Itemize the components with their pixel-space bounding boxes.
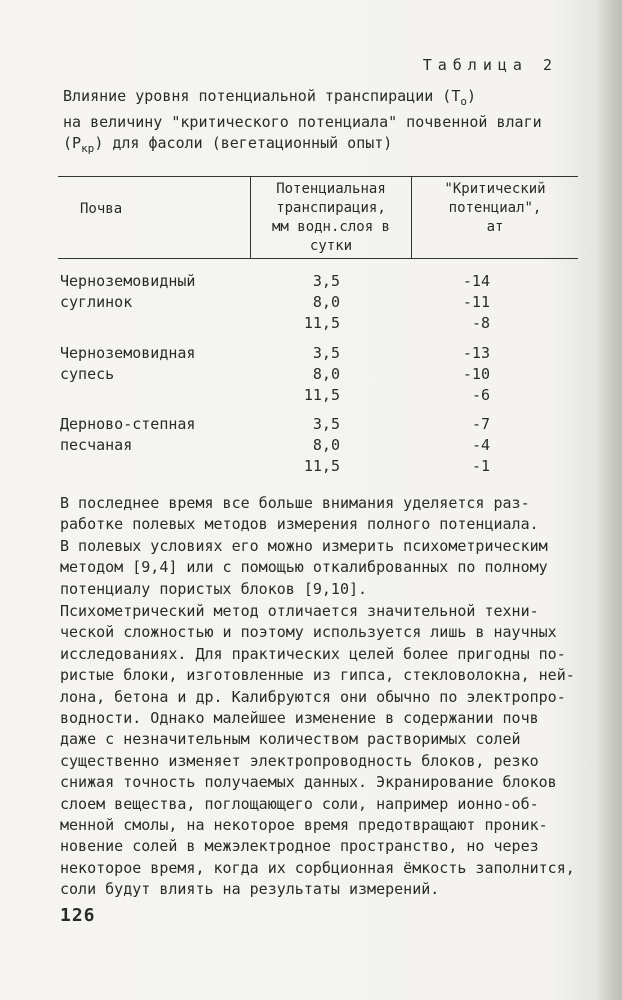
text-line: ческой сложностью и поэтому используется лишь в научных bbox=[60, 623, 557, 642]
table-column-divider bbox=[250, 176, 251, 258]
text-line: лона, бетона и др. Калибруются они обычно по электропро- bbox=[60, 687, 566, 706]
header-line: транспирация, bbox=[276, 200, 386, 216]
text-line: исследованиях. Для практических целей более пригодны по- bbox=[60, 644, 566, 663]
text-line: работке полевых методов измерения полного потенциала. bbox=[60, 515, 539, 534]
soil-name: Черноземовидный bbox=[60, 272, 196, 290]
critical-value: -1 bbox=[471, 457, 490, 475]
transpiration-value: 11,5 bbox=[303, 386, 340, 404]
header-line: ат bbox=[486, 219, 504, 235]
transpiration-value: 11,5 bbox=[303, 314, 340, 332]
header-line: мм водн.слоя в bbox=[271, 219, 390, 235]
transpiration-value: 3,5 bbox=[312, 415, 340, 433]
header-transpiration bbox=[252, 180, 410, 256]
table-top-rule bbox=[58, 176, 578, 177]
table-header-rule bbox=[58, 258, 578, 259]
transpiration-value: 8,0 bbox=[312, 436, 340, 454]
caption-text: Влияние уровня потенциальной транспирации (Т bbox=[63, 87, 461, 105]
table-caption bbox=[63, 86, 583, 159]
critical-value: -4 bbox=[471, 436, 490, 454]
header-soil: Почва bbox=[80, 201, 123, 217]
page-edge-shadow bbox=[596, 0, 622, 1000]
soil-name: Дерново-степная bbox=[60, 415, 196, 433]
soil-name: Черноземовидная bbox=[60, 344, 196, 362]
critical-value: -13 bbox=[462, 344, 490, 362]
caption-text: ) для фасоли (вегетационный опыт) bbox=[94, 134, 393, 152]
critical-value: -7 bbox=[471, 415, 490, 433]
soil-name: суглинок bbox=[60, 293, 133, 311]
transpiration-value: 8,0 bbox=[312, 293, 340, 311]
critical-value: -14 bbox=[462, 272, 490, 290]
caption-line-3 bbox=[63, 133, 583, 159]
text-line: снижая точность получаемых данных. Экранирование блоков bbox=[60, 773, 557, 792]
soil-name: супесь bbox=[60, 365, 115, 383]
header-line: Потенциальная bbox=[276, 181, 386, 197]
text-line: В последнее время все больше внимания уделяется раз- bbox=[60, 494, 530, 512]
transpiration-value: 8,0 bbox=[312, 365, 340, 383]
transpiration-value: 3,5 bbox=[312, 344, 340, 362]
page-number: 126 bbox=[60, 905, 96, 926]
transpiration-value: 11,5 bbox=[303, 457, 340, 475]
text-line: соли будут влиять на результаты измерений. bbox=[60, 880, 440, 899]
header-critical-potential bbox=[413, 180, 577, 237]
critical-value: -10 bbox=[462, 365, 490, 383]
text-line: методом [9,4] или с помощью откалиброванных по полному bbox=[60, 558, 548, 577]
table-column-divider bbox=[411, 176, 412, 258]
text-line: ристые блоки, изготовленные из гипса, стекловолокна, ней- bbox=[60, 666, 575, 685]
soil-name: песчаная bbox=[60, 436, 133, 454]
text-line: водности. Однако малейшее изменение в содержании почв bbox=[60, 709, 539, 728]
text-line: Психометрический метод отличается значительной техни- bbox=[60, 602, 539, 620]
paragraph-1 bbox=[60, 493, 590, 600]
critical-value: -6 bbox=[471, 386, 490, 404]
critical-value: -11 bbox=[462, 293, 490, 311]
text-line: даже с незначительным количеством растворимых солей bbox=[60, 730, 521, 749]
header-line: потенциал", bbox=[448, 200, 542, 216]
caption-line-2: на величину "критического потенциала" почвенной влаги bbox=[63, 113, 542, 131]
caption-text: (Р bbox=[63, 134, 82, 152]
text-line: слоем вещества, поглощающего соли, например ионно-об- bbox=[60, 794, 539, 813]
text-line: существенно изменяет электропроводность блоков, резко bbox=[60, 751, 539, 770]
text-line: В полевых условиях его можно измерить психометрическим bbox=[60, 536, 548, 555]
paragraph-2 bbox=[60, 601, 590, 901]
table-label: Таблица 2 bbox=[422, 56, 558, 74]
caption-line-1 bbox=[63, 86, 583, 112]
critical-value: -8 bbox=[471, 314, 490, 332]
header-line: сутки bbox=[309, 238, 353, 254]
caption-subscript: о bbox=[460, 95, 467, 108]
header-line: "Критический bbox=[444, 181, 546, 197]
transpiration-value: 3,5 bbox=[312, 272, 340, 290]
text-line: менной смолы, на некоторое время предотвращают проник- bbox=[60, 816, 548, 835]
caption-text: ) bbox=[466, 87, 477, 105]
caption-subscript: кр bbox=[81, 142, 95, 155]
text-line: новение солей в межэлектродное пространство, но через bbox=[60, 837, 539, 856]
text-line: потенциалу пористых блоков [9,10]. bbox=[60, 579, 368, 598]
text-line: некоторое время, когда их сорбционная ёмкость заполнится, bbox=[60, 858, 575, 877]
